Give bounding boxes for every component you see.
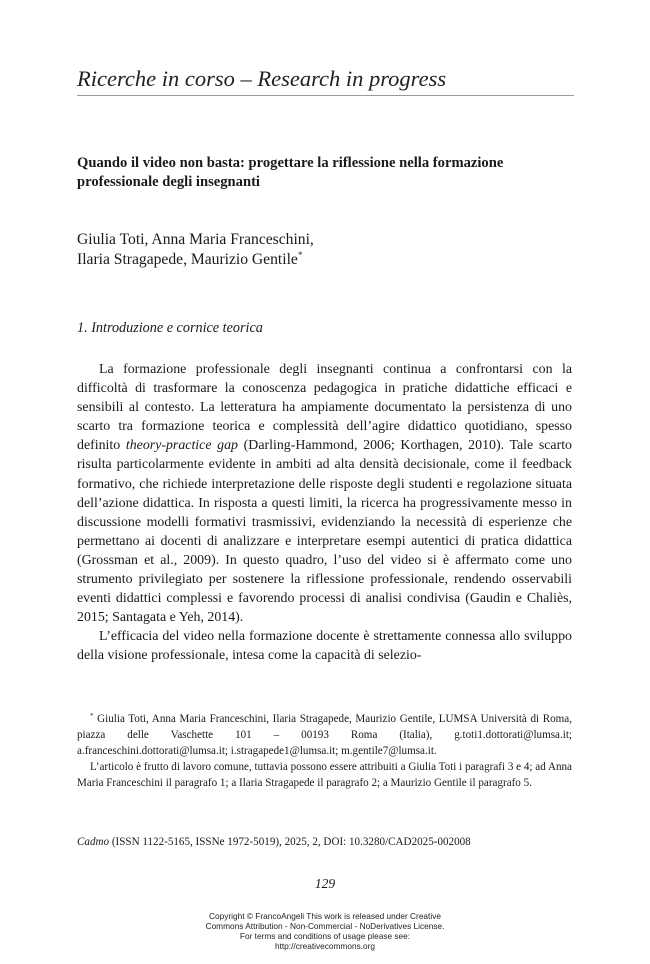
license-notice <box>0 911 650 951</box>
license-line-2: Commons Attribution - Non-Commercial - NoDerivatives License. <box>205 921 445 931</box>
footnotes <box>77 712 572 792</box>
page-number: 129 <box>314 876 336 891</box>
body-text <box>77 360 572 666</box>
footnote-marker: * <box>90 712 94 720</box>
paragraph-1 <box>77 360 572 627</box>
journal-citation <box>77 835 572 850</box>
author-line-2-text: Ilaria Stragapede, Maurizio Gentile <box>77 251 298 268</box>
author-line-2 <box>77 250 577 270</box>
paragraph-1-part-1: La formazione professionale degli insegnanti continua a confrontarsi con la difficoltà di trasformare la conoscenza pedagogica in pratiche didattiche efficaci e sensibili al contesto. La letteratura ha ampiamente documentato la persistenza di uno scarto tra formazione teorica e complessità dell’agire didattico quotidiano, spesso definito <box>77 362 572 454</box>
journal-details[interactable]: (ISSN 1122-5165, ISSNe 1972-5019), 2025, 2, DOI: 10.3280/CAD2025-002008 <box>109 836 471 848</box>
running-head: Ricerche in corso – Research in progress <box>77 66 574 96</box>
license-link[interactable]: http://creativecommons.org <box>274 941 376 951</box>
article-title: Quando il video non basta: progettare la riflessione nella formazione professionale degli insegnanti <box>77 155 504 190</box>
paragraph-2: L’efficacia del video nella formazione docente è strettamente connessa allo sviluppo della visione professionale, intesa come la capacità di selezio- <box>77 629 572 664</box>
author-line-1: Giulia Toti, Anna Maria Franceschini, <box>77 231 314 248</box>
author-list <box>77 230 577 270</box>
journal-name: Cadmo <box>77 836 110 848</box>
section-heading: 1. Introduzione e cornice teorica <box>77 320 263 336</box>
license-line-3: For terms and conditions of usage please see: <box>239 931 411 941</box>
paragraph-1-part-2: (Darling-Hammond, 2006; Korthagen, 2010). Tale scarto risulta particolarmente evidente in ambiti ad alta densità decisionale, come il feedback formativo, che richiede interpretazione delle risposte degli studenti e regolazione situata dell’azione didattica. In risposta a questi limiti, la ricerca ha progressivamente messo in discussione modelli formativi trasmissivi, evidenziando la necessità di esperienze che permettano ai docenti di analizzare e interpretare esempi autentici di pratica didattica (Grossman et al., 2009). In questo quadro, l’uso del video si è affermato come uno strumento privilegiato per sostenere la riflessione professionale, rendendo osservabili eventi didattici complessi e favorendo processi di analisi condivisa (Gaudin e Chaliès, 2015; Santagata e Yeh, 2014). <box>77 438 572 626</box>
license-line-1: Copyright © FrancoAngeli This work is released under Creative <box>209 911 441 921</box>
footnote-1-text: Giulia Toti, Anna Maria Franceschini, Ilaria Stragapede, Maurizio Gentile, LUMSA Università di Roma, piazza delle Vaschette 101 – 00193 Roma (Italia), g.toti1.dottorati@lumsa.it; a.franceschini.dottorati@lumsa.it; i.stragapede1@lumsa.it; m.gentile7@lumsa.it. <box>77 713 572 757</box>
author-footnote-marker[interactable]: * <box>297 250 303 260</box>
footnote-1 <box>77 712 572 760</box>
paragraph-1-italic-term: theory-practice gap <box>125 438 238 454</box>
footnote-2: L’articolo è frutto di lavoro comune, tuttavia possono essere attribuiti a Giulia Toti i paragrafi 3 e 4; ad Anna Maria Franceschini il paragrafo 1; a Ilaria Stragapede il paragrafo 2; a Maurizio Gentile il paragrafo 5. <box>77 760 572 789</box>
